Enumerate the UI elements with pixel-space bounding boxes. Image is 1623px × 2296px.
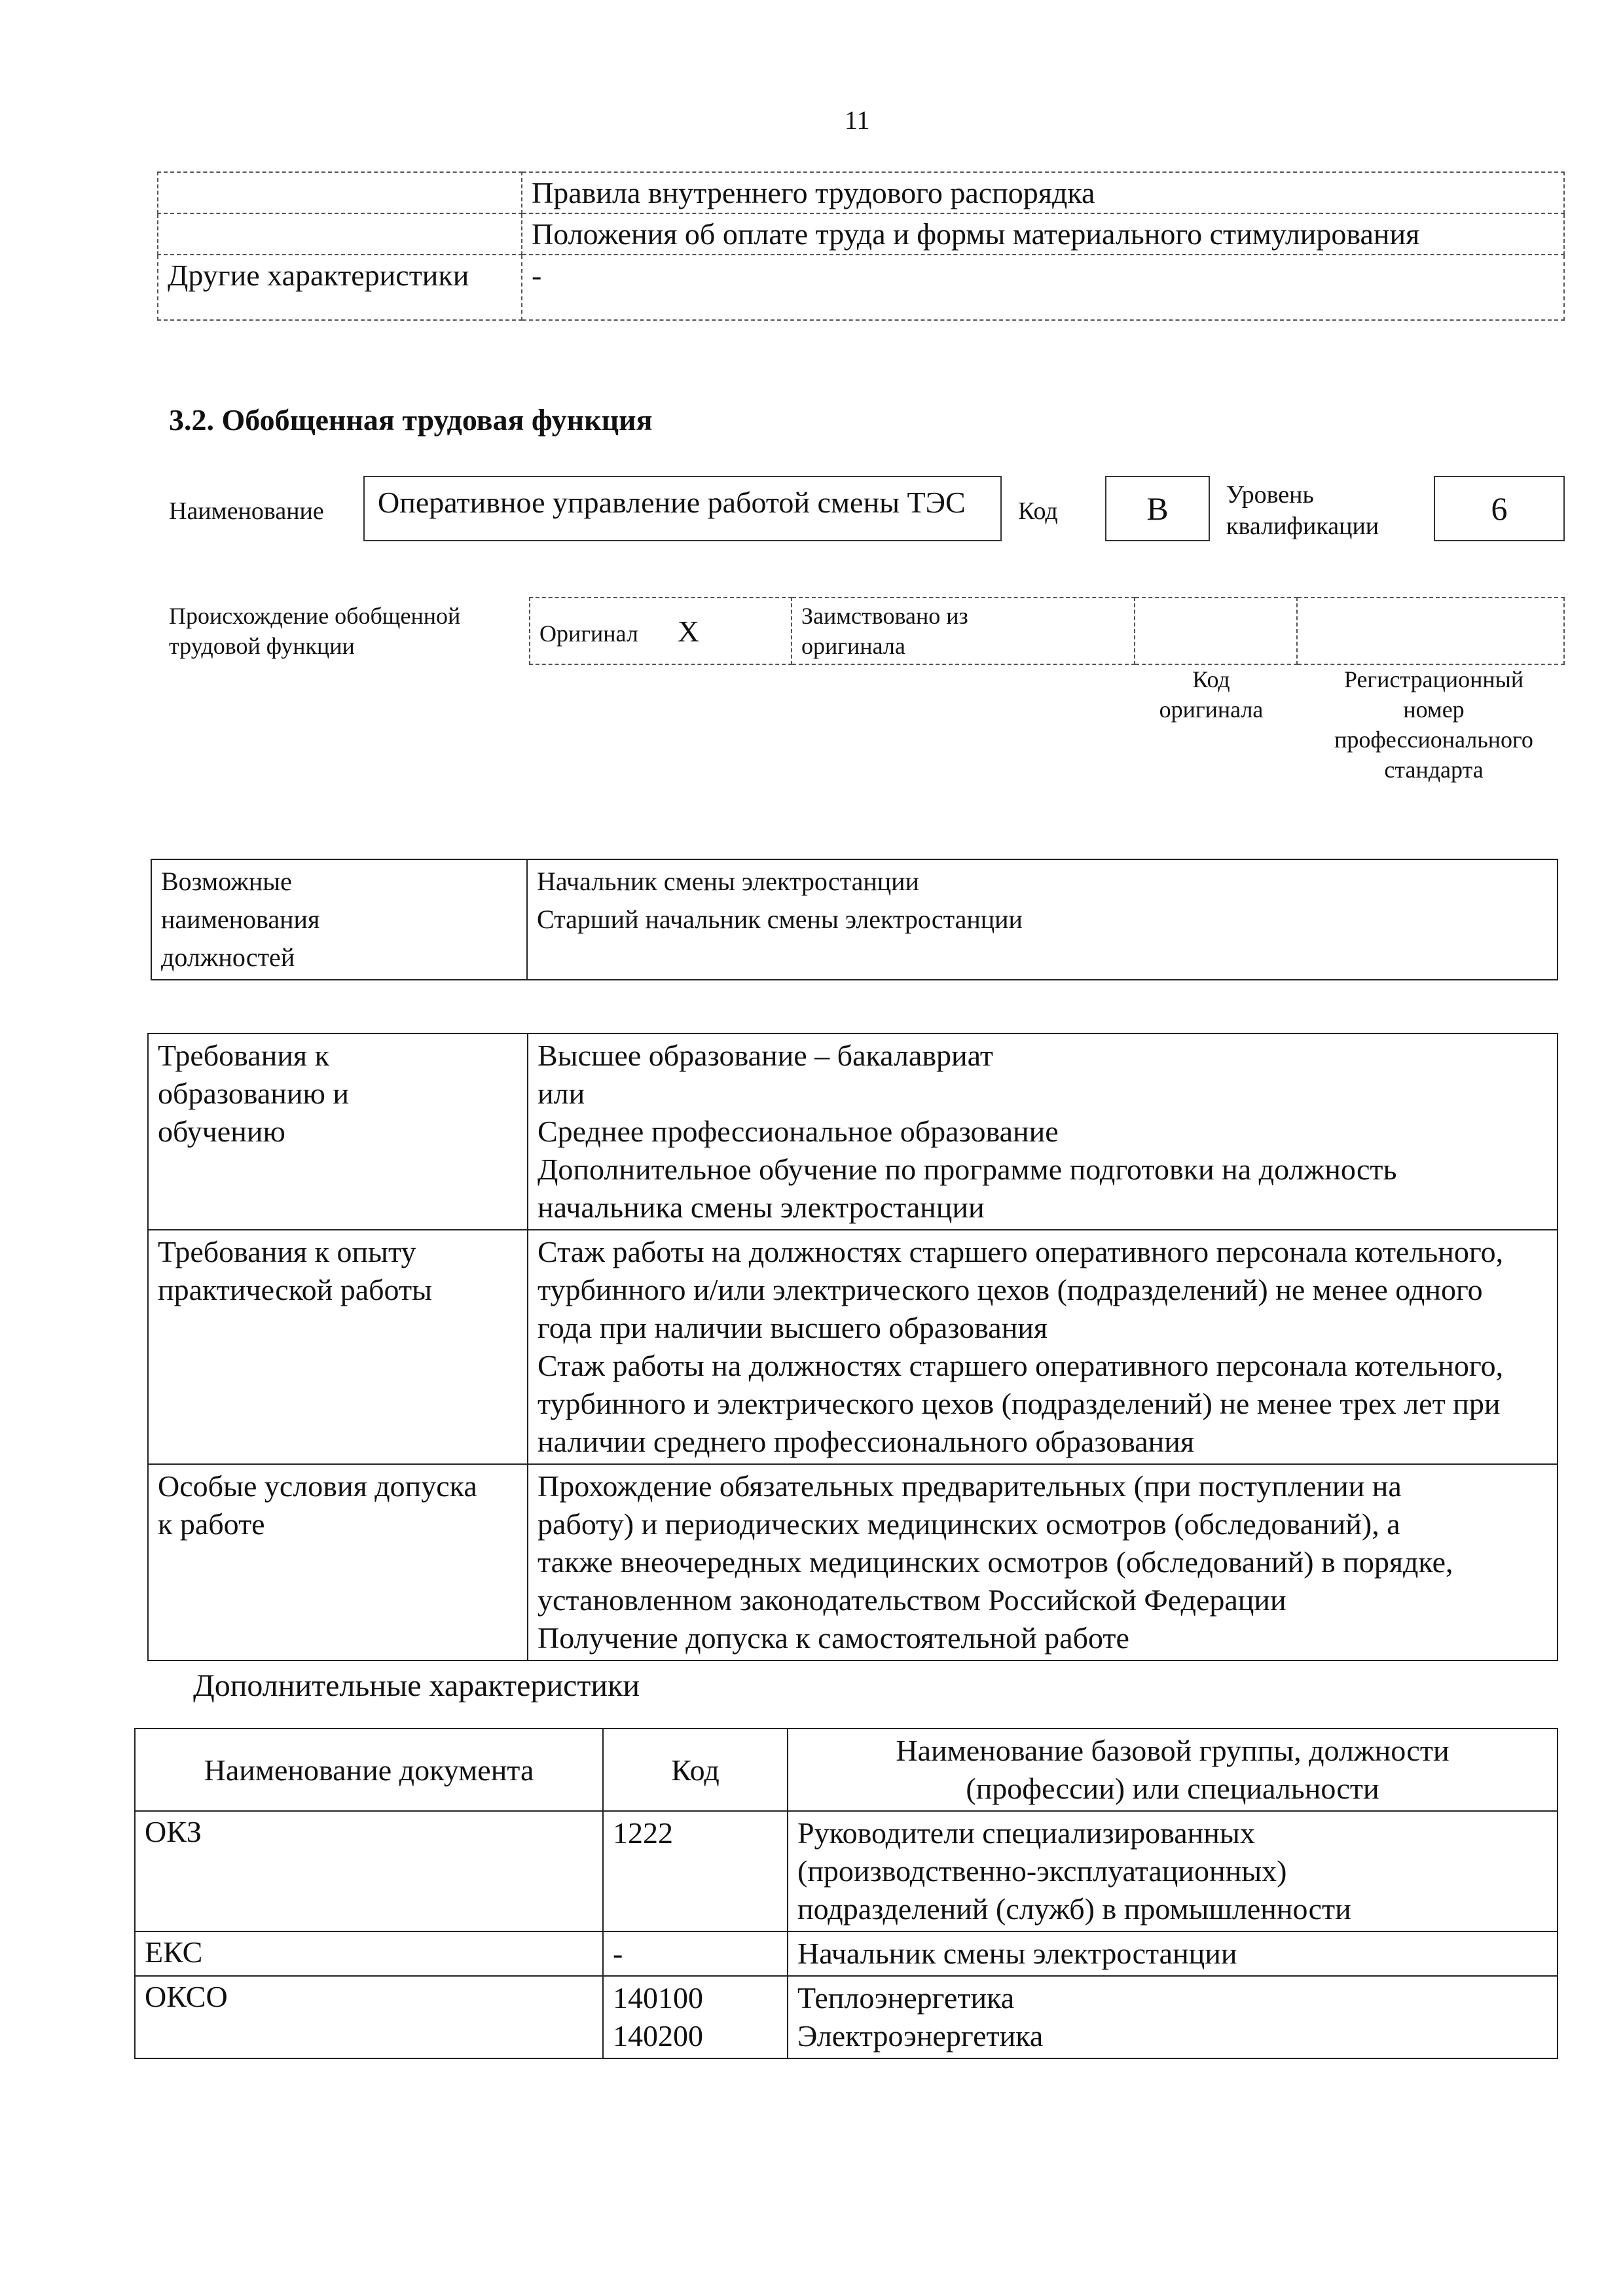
requirement-label-line: Требования к опыту — [158, 1235, 416, 1268]
code-cell — [603, 1931, 788, 1976]
requirement-value-line: Среднее профессиональное образование — [538, 1115, 1059, 1148]
positions-label-cell — [151, 859, 527, 980]
position-item: Старший начальник смены электростанции — [537, 905, 1023, 934]
level-label-1: Уровень — [1226, 481, 1314, 509]
reg-number-caption — [1303, 664, 1565, 785]
name-line: (производственно-эксплуатационных) — [797, 1854, 1287, 1888]
table-cell-label — [158, 213, 522, 255]
positions-table — [151, 859, 1558, 980]
name-label: Наименование — [169, 497, 324, 525]
requirement-value-line: турбинного и электрического цехов (подразделений) не менее трех лет при — [538, 1387, 1501, 1420]
requirement-value-cell — [528, 1033, 1558, 1230]
table-row — [148, 1464, 1558, 1660]
requirement-value-line: наличии среднего профессионального образования — [538, 1425, 1195, 1458]
code-cell — [603, 1811, 788, 1931]
borrowed-label-2: оригинала — [801, 633, 905, 659]
requirement-value-line: установленном законодательством Российской Федерации — [538, 1583, 1286, 1617]
requirement-label-line: обучению — [158, 1115, 285, 1148]
name-cell — [788, 1811, 1558, 1931]
table-row — [135, 1931, 1558, 1976]
reg-number-caption-2: номер — [1403, 696, 1465, 723]
requirement-value-line: также внеочередных медицинских осмотров (обследований) в порядке, — [538, 1545, 1453, 1579]
requirement-label-cell — [148, 1464, 528, 1660]
reg-number-caption-1: Регистрационный — [1343, 666, 1524, 692]
reg-number-caption-3: профессионального — [1334, 726, 1533, 753]
requirement-value-line: Дополнительное обучение по программе подготовки на должность — [538, 1153, 1397, 1186]
name-cell — [788, 1976, 1558, 2058]
table-row — [148, 1230, 1558, 1464]
origin-label-1: Происхождение обобщенной — [169, 603, 461, 629]
name-line: Начальник смены электростанции — [797, 1937, 1237, 1970]
name-value: Оперативное управление работой смены ТЭС — [378, 486, 966, 519]
name-line: Теплоэнергетика — [797, 1981, 1015, 2015]
code-value: 140100 — [613, 1981, 703, 2015]
borrowed-label-1: Заимствовано из — [801, 603, 968, 629]
requirement-value-line: года при наличии высшего образования — [538, 1311, 1048, 1344]
column-header-line: (профессии) или специальности — [966, 1772, 1379, 1805]
positions-label-line: Возможные — [161, 867, 292, 896]
requirement-value-cell — [528, 1230, 1558, 1464]
positions-label-line: должностей — [161, 942, 295, 972]
requirement-value-line: Получение допуска к самостоятельной работе — [538, 1621, 1129, 1655]
code-original-cell — [1135, 598, 1297, 664]
column-header: Наименование документа — [135, 1729, 603, 1811]
code-original-caption — [1126, 664, 1296, 725]
doc-cell: ЕКС — [135, 1931, 603, 1976]
code-value: B — [1146, 490, 1169, 527]
reg-number-cell — [1297, 598, 1564, 664]
requirement-label-line: Требования к — [158, 1039, 329, 1072]
positions-value-cell — [527, 859, 1558, 980]
requirements-table — [147, 1033, 1558, 1661]
requirement-value-line: Стаж работы на должностях старшего оперативного персонала котельного, — [538, 1235, 1504, 1268]
requirement-label-cell — [148, 1230, 528, 1464]
requirement-label-line: Особые условия допуска — [158, 1469, 477, 1503]
requirement-value-line: турбинного и/или электрического цехов (подразделений) не менее одного — [538, 1273, 1483, 1306]
table-row — [135, 1976, 1558, 2058]
table-cell-label: Другие характеристики — [158, 255, 522, 320]
table-cell-value: Правила внутреннего трудового распорядка — [522, 172, 1564, 213]
table-header-row — [135, 1729, 1558, 1811]
requirement-label-line: образованию и — [158, 1077, 349, 1110]
reg-number-caption-4: стандарта — [1384, 757, 1484, 783]
requirement-label-cell — [148, 1033, 528, 1230]
column-header: Код — [603, 1729, 788, 1811]
code-value: 140200 — [613, 2019, 703, 2053]
doc-cell: ОКСО — [135, 1976, 603, 2058]
page-number: 11 — [845, 105, 870, 135]
borrowed-cell — [792, 598, 1135, 664]
level-box — [1434, 476, 1565, 541]
position-item: Начальник смены электростанции — [537, 867, 919, 896]
requirement-label-line: к работе — [158, 1507, 265, 1541]
requirement-label-line: практической работы — [158, 1273, 432, 1306]
code-original-caption-1: Код — [1192, 666, 1230, 692]
requirement-value-line: Высшее образование – бакалавриат — [538, 1039, 993, 1072]
original-cell — [530, 598, 792, 664]
other-characteristics-table — [157, 171, 1565, 321]
column-header-line: Наименование базовой группы, должности — [896, 1734, 1450, 1767]
column-header — [788, 1729, 1558, 1811]
code-original-caption-2: оригинала — [1159, 696, 1264, 723]
table-cell-label — [158, 172, 522, 213]
name-line: подразделений (служб) в промышленности — [797, 1892, 1351, 1926]
code-cell — [603, 1976, 788, 2058]
requirement-value-line: Прохождение обязательных предварительных (при поступлении на — [538, 1469, 1402, 1503]
original-label: Оригинал — [539, 620, 638, 647]
additional-title: Дополнительные характеристики — [193, 1668, 640, 1703]
table-cell-value: - — [522, 255, 1564, 320]
doc-cell: ОКЗ — [135, 1811, 603, 1931]
name-box — [363, 476, 1002, 541]
name-line: Руководители специализированных — [797, 1816, 1255, 1850]
positions-label-line: наименования — [161, 905, 320, 934]
code-box — [1105, 476, 1210, 541]
requirement-value-line: работу) и периодических медицинских осмотров (обследований), а — [538, 1507, 1400, 1541]
table-row — [135, 1811, 1558, 1931]
requirement-value-line: начальника смены электростанции — [538, 1191, 985, 1224]
origin-table — [529, 597, 1565, 665]
code-value: 1222 — [613, 1816, 673, 1850]
table-row — [148, 1033, 1558, 1230]
requirement-value-line: Стаж работы на должностях старшего оперативного персонала котельного, — [538, 1349, 1504, 1382]
requirement-value-line: или — [538, 1077, 585, 1110]
code-label: Код — [1018, 497, 1058, 525]
name-cell — [788, 1931, 1558, 1976]
table-cell-value: Положения об оплате труда и формы материального стимулирования — [522, 213, 1564, 255]
code-value: - — [613, 1937, 623, 1970]
level-value: 6 — [1491, 490, 1508, 527]
origin-label-2: трудовой функции — [169, 633, 355, 659]
original-mark: X — [677, 614, 700, 648]
section-title: 3.2. Обобщенная трудовая функция — [169, 403, 653, 437]
requirement-value-cell — [528, 1464, 1558, 1660]
level-label-2: квалификации — [1226, 512, 1379, 540]
additional-table — [134, 1728, 1558, 2059]
name-line: Электроэнергетика — [797, 2019, 1044, 2053]
